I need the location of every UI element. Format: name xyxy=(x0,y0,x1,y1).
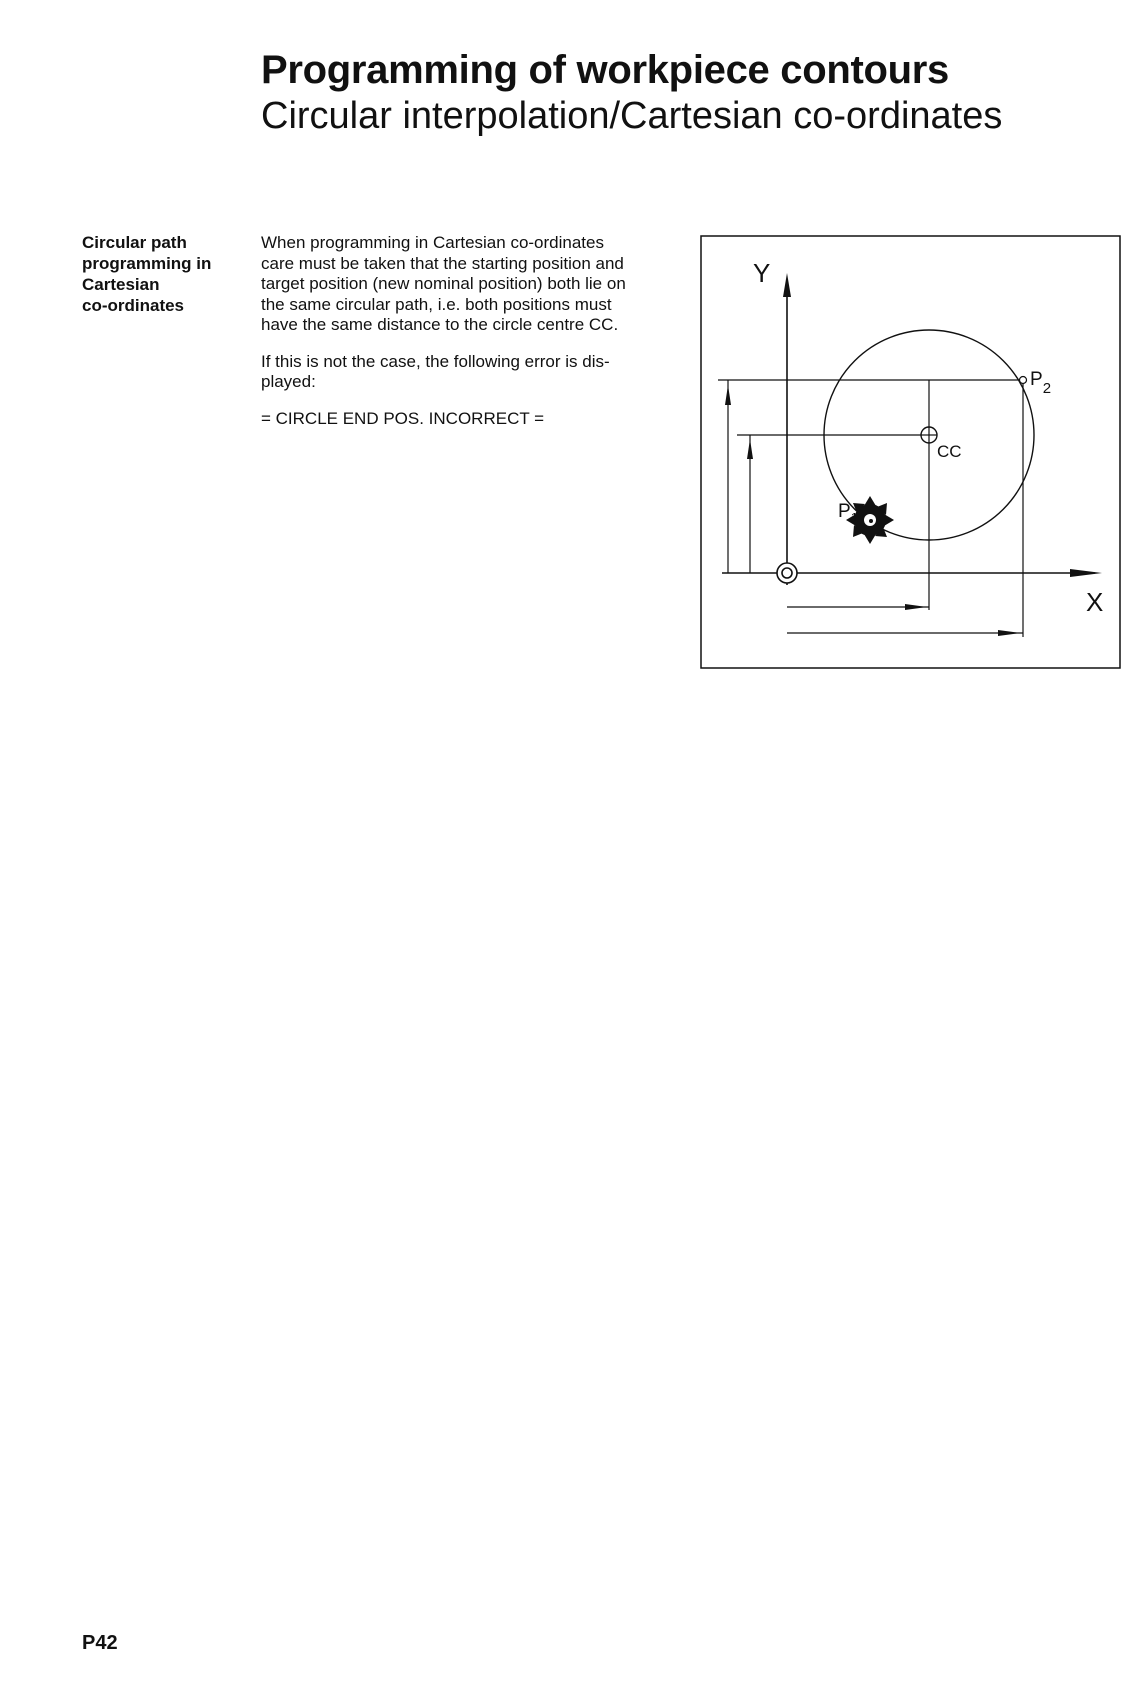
page-number: P42 xyxy=(82,1632,118,1654)
y-axis-label: Y xyxy=(753,258,771,288)
text-line: played: xyxy=(261,372,316,391)
text-line: If this is not the case, the following error is dis- xyxy=(261,351,610,371)
y-dimension-cc-arrow xyxy=(747,439,753,459)
page-title: Programming of workpiece contours xyxy=(261,48,949,92)
circle-centre-label: CC xyxy=(937,442,962,461)
text-line: target position (new nominal position) both lie on xyxy=(261,274,626,293)
text-line: have the same distance to the circle centre CC. xyxy=(261,315,619,334)
diagram-frame xyxy=(701,236,1120,668)
x-axis-label: X xyxy=(1086,587,1104,617)
x-axis-arrow xyxy=(1070,569,1102,577)
circular-path-diagram xyxy=(700,235,1121,669)
section-heading-line: Cartesian xyxy=(82,275,160,294)
text-line: care must be taken that the starting position and xyxy=(261,253,624,273)
text-line: the same circular path, i.e. both positions must xyxy=(261,294,612,314)
section-heading-line: co-ordinates xyxy=(82,296,185,315)
point-p2-label: $P_2$ xyxy=(1030,369,1052,397)
error-message: = CIRCLE END POS. INCORRECT = xyxy=(261,408,545,428)
paragraph-cartesian-rule xyxy=(261,233,681,336)
x-dimension-p2-arrow xyxy=(998,630,1021,636)
y-axis-arrow xyxy=(783,273,791,297)
page-subtitle: Circular interpolation/Cartesian co-ordinates xyxy=(261,95,1003,137)
paragraph-error-intro xyxy=(261,352,681,393)
section-heading-line: programming in xyxy=(82,254,212,273)
point-p2-marker xyxy=(1020,377,1027,384)
section-heading xyxy=(82,232,242,316)
text-line: When programming in Cartesian co-ordinates xyxy=(261,233,604,252)
y-dimension-p2-arrow xyxy=(725,385,731,405)
x-dimension-cc-arrow xyxy=(905,604,927,610)
body-text xyxy=(261,233,681,445)
section-heading-line: Circular path xyxy=(82,233,187,252)
point-p1-label: $P_1$ xyxy=(838,501,858,525)
